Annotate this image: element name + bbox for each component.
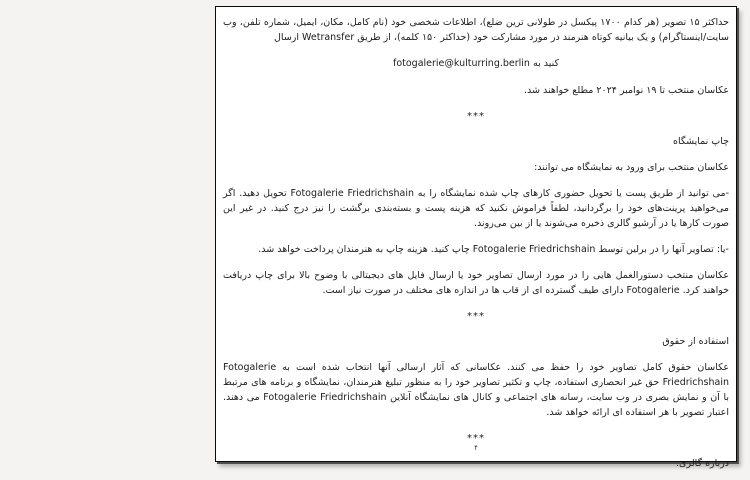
paragraph-print-delivery: -می توانید از طریق پست یا تحویل حضوری کارهای چاپ شده نمایشگاه را به Fotogalerie Friedrichshain تحویل دهید. اگر می‌خواهید پرینت‌های خود را برگردانید، لطفاً فراموش نکنید که هزینه پست و بسته‌بندی برگشت را نیز درج کنید. در غیر این صورت کارها یا در آرشیو گالری ذخیره می‌شوند یا از بین می‌روند. xyxy=(223,188,729,229)
paragraph-rights-usage: عکاسان حقوق کامل تصاویر خود را حفظ می کنند. عکاسانی که آثار ارسالی آنها انتخاب شده است به Fotogalerie Friedrichshain حق غیر انحصاری استفاده، چاپ و تکثیر تصاویر خود را به منظور تبلیغ هنرمندان، نمایشگاه و برنامه های مرتبط با آن و نمایش بصری در وب سایت، رسانه های اجتماعی و کانال های نمایشگاه آنلاین Fotogalerie Friedrichshain می دهند. اعتبار تصویر با هر استفاده ای ارائه خواهد شد. xyxy=(223,362,729,418)
heading-about-gallery: درباره گالری: xyxy=(675,458,729,469)
document-page xyxy=(215,6,737,469)
paragraph-print-instructions: عکاسان منتخب دستورالعمل هایی را در مورد ارسال تصاویر خود یا ارسال فایل های دیجیتالی با وضوح بالا برای چاپ دریافت خواهند کرد. Fotogalerie دارای طیف گسترده ای از قاب ها در اندازه های مختلف در صورت نیاز است. xyxy=(223,270,729,296)
heading-exhibition-print: چاپ نمایشگاه xyxy=(673,136,729,147)
notification-date-line: عکاسان منتخب تا ۱۹ نوامبر ۲۰۲۴ مطلع خواهند شد. xyxy=(523,85,729,96)
paragraph-or-print-option: -یا: تصاویر آنها را در برلین توسط Fotogalerie Friedrichshain چاپ کنید. هزینه چاپ به هنرمندان پرداخت خواهد شد. xyxy=(258,244,729,255)
email-line-prefix: کنید به xyxy=(533,58,559,69)
exhibition-lead-line: عکاسان منتخب برای ورود به نمایشگاه می توانند: xyxy=(534,162,729,173)
heading-rights-usage: استفاده از حقوق xyxy=(662,336,729,347)
section-separator: *** xyxy=(467,311,485,322)
section-separator: *** xyxy=(467,111,485,122)
email-line xyxy=(223,56,729,71)
page-number: ۴ xyxy=(474,444,478,452)
section-separator: *** xyxy=(467,433,485,444)
email-address: fotogalerie@kulturring.berlin xyxy=(392,58,530,69)
paragraph-submission-requirements: حداکثر ۱۵ تصویر (هر کدام ۱۷۰۰ پیکسل در طولانی ترین ضلع)، اطلاعات شخصی خود (نام کامل، مکان، ایمیل، شماره تلفن، وب سایت/اینستاگرام) و یک بیانیه کوتاه هنرمند در مورد مشارکت خود (حداکثر ۱۵۰ کلمه)، از طریق Wetransfer ارسال xyxy=(223,17,729,43)
